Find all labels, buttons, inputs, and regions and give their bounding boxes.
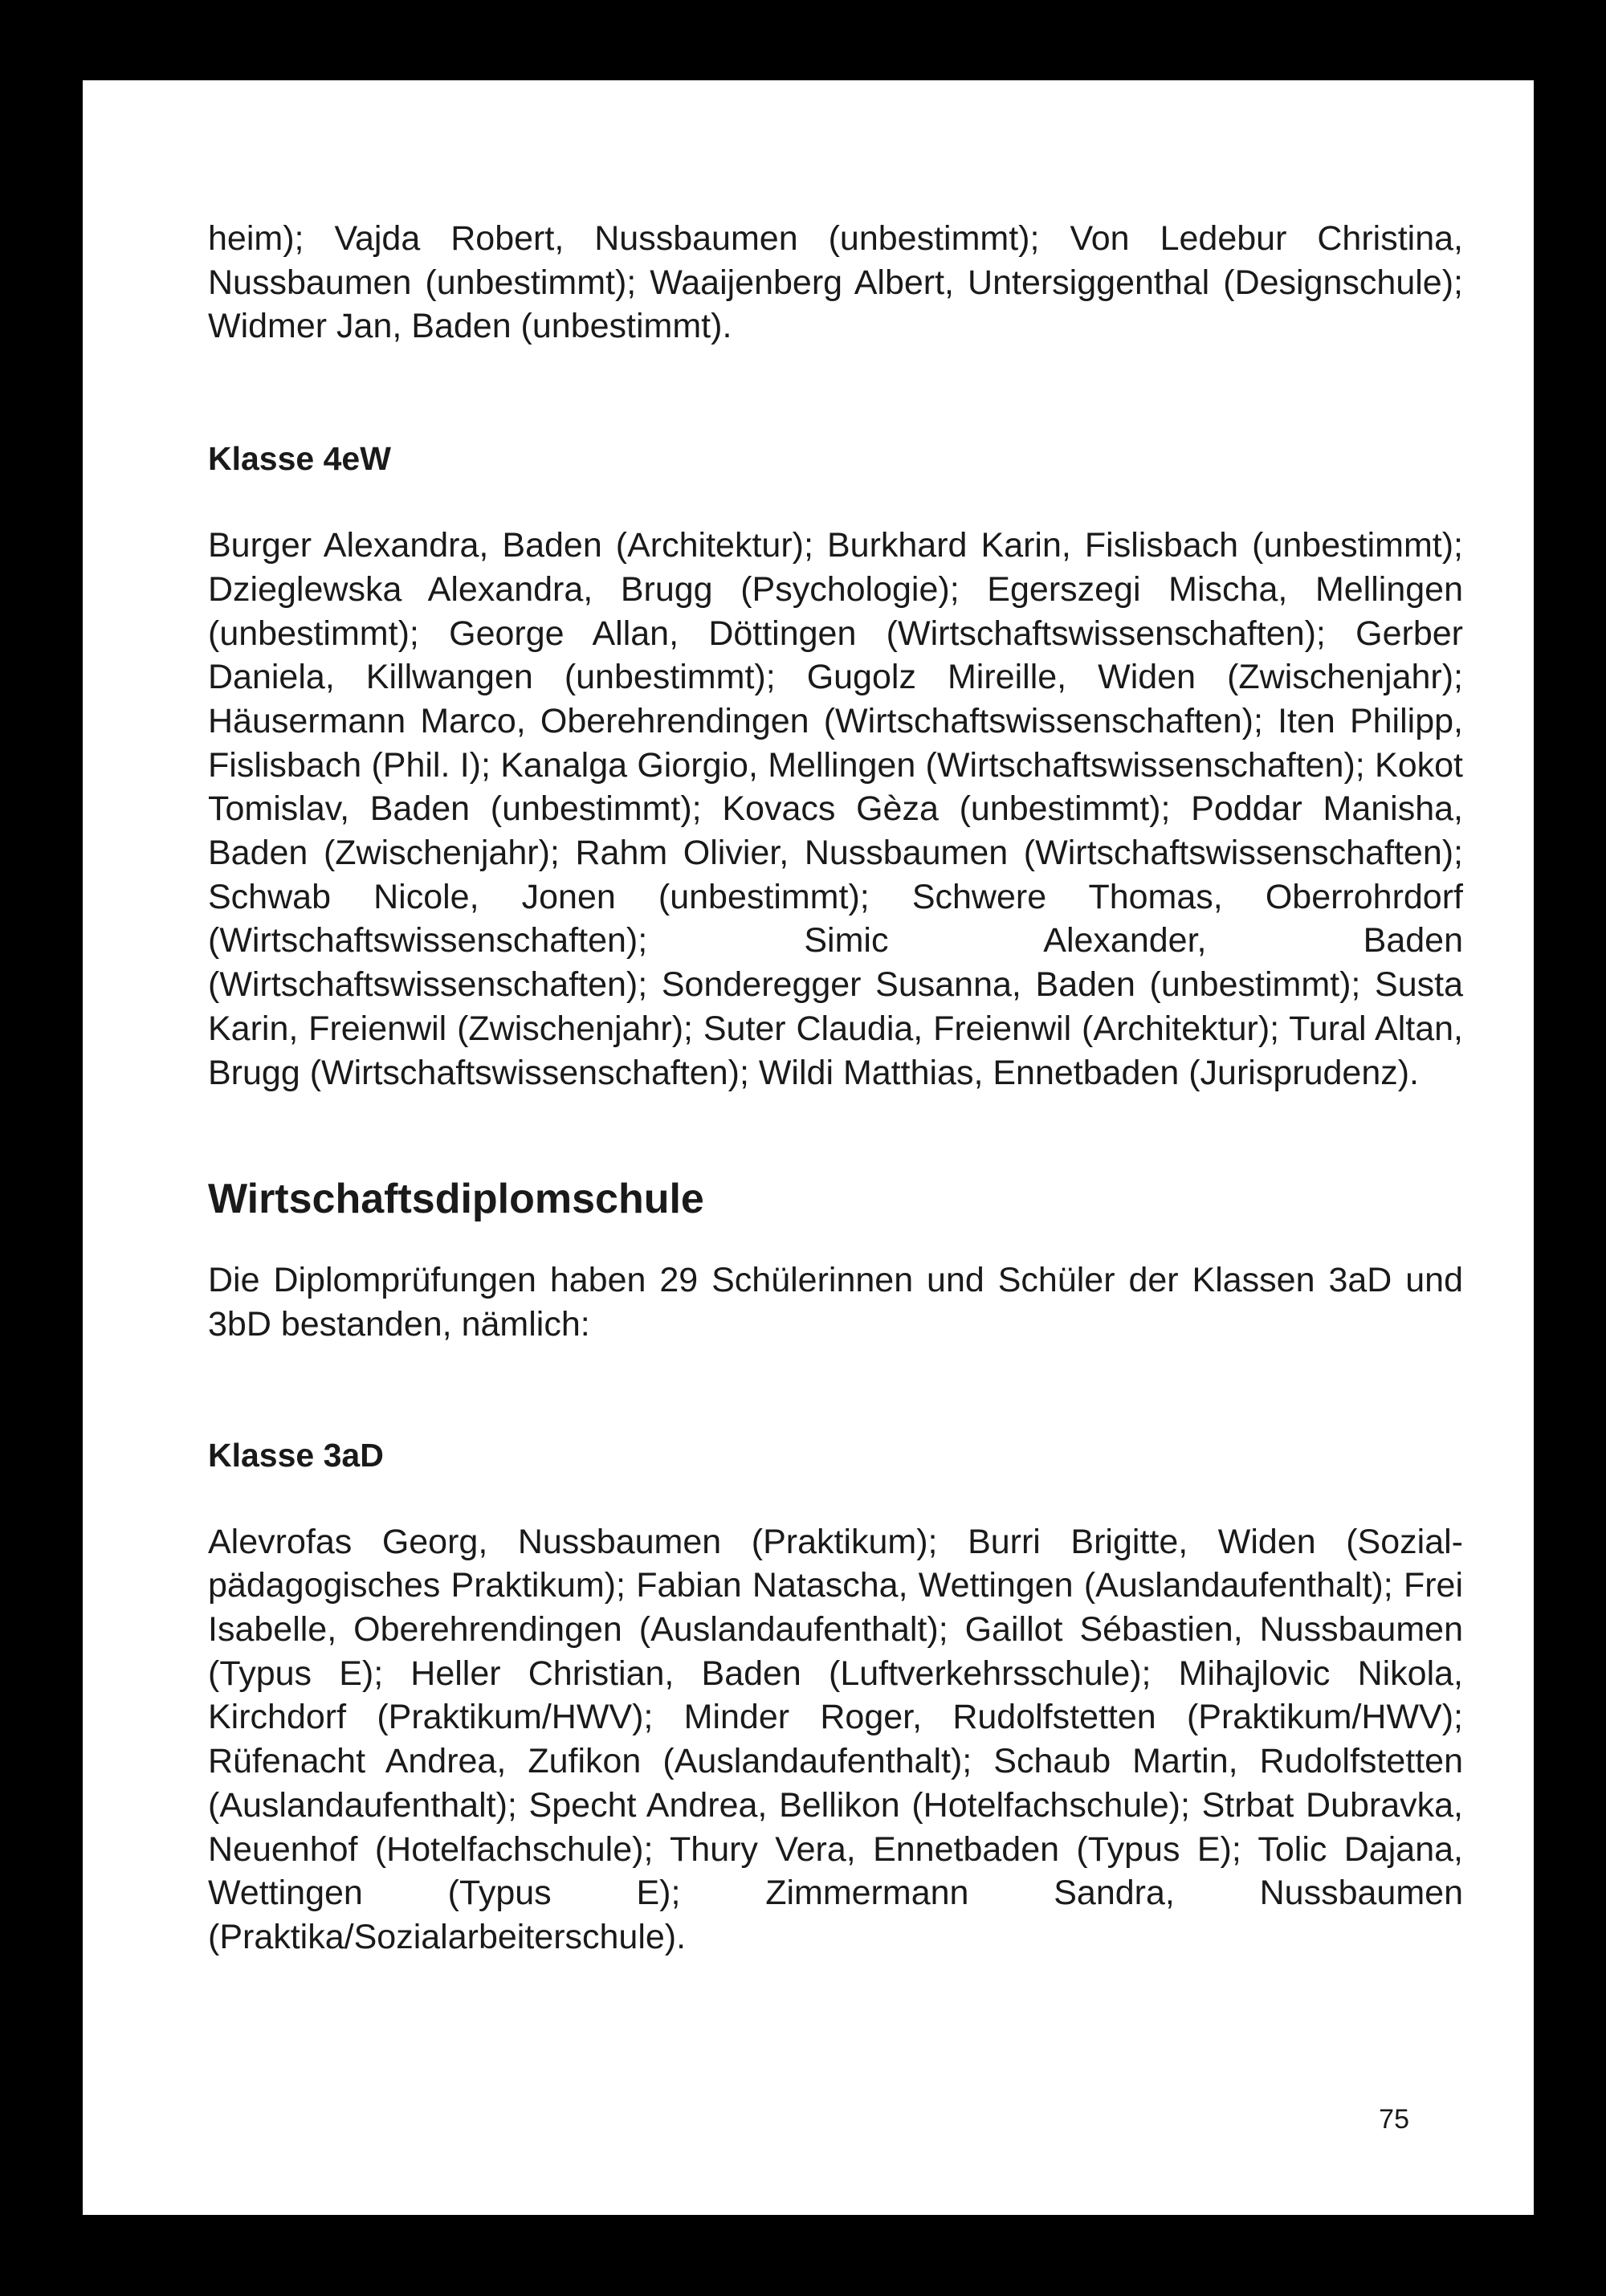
document-page [83,80,1534,2215]
section-title: Wirtschaftsdiplomschule [208,1176,704,1223]
intro-continuation-paragraph: heim); Vajda Robert, Nussbaumen (unbestimmt); Von Ledebur Christina, Nussbaumen (unbestimmt); Waaijenberg Albert, Untersiggenthal (Designschule); Widmer Jan, Baden (unbestimmt). [208,219,1463,346]
klasse-4ew-list: Burger Alexandra, Baden (Architektur); Burkhard Karin, Fislisbach (unbestimmt); Dzieglewska Alexandra, Brugg (Psychologie); Egerszegi Mischa, Mellingen (unbestimmt); George Allan, Döttingen (Wirtschaftswissenschaften); Gerber Daniela, Killwangen (unbestimmt); Gugolz Mireille, Widen (Zwischenjahr); Häusermann Marco, Oberehrendingen (Wirtschaftswissenschaften); Iten Philipp, Fislisbach (Phil. I); Kanalga Giorgio, Mellingen (Wirtschaftswissenschaften); Kokot Tomislav, Baden (unbestimmt); Kovacs Gèza (unbestimmt); Poddar Manisha, Baden (Zwischenjahr); Rahm Olivier, Nussbaumen (Wirtschaftswissenschaften); Schwab Nicole, Jonen (unbestimmt); Schwere Thomas, Oberrohrdorf (Wirtschaftswissenschaften); Simic Alexander, Baden (Wirtschaftswissenschaften); Sonderegger Susanna, Baden (unbestimmt); Susta Karin, Freienwil (Zwischenjahr); Suter Claudia, Freienwil (Architektur); Tural Altan, Brugg (Wirtschaftswissenschaften); Wildi Matthias, Ennetbaden (Jurisprudenz). [208,526,1463,1092]
page-content [208,217,1463,1960]
klasse-3ad-heading: Klasse 3aD [208,1436,384,1474]
section-intro-paragraph: Die Diplomprüfungen haben 29 Schülerinnen und Schüler der Klassen 3aD und 3bD bestanden, nämlich: [208,1261,1463,1344]
klasse-4ew-heading: Klasse 4eW [208,440,391,478]
klasse-3ad-list: Alevrofas Georg, Nussbaumen (Praktikum); Burri Brigitte, Widen (Sozialpädagogisches Praktikum); Fabian Natascha, Wettingen (Auslandaufenthalt); Frei Isabelle, Oberehrendingen (Auslandaufenthalt); Gaillot Sébastien, Nussbaumen (Typus E); Heller Christian, Baden (Luftverkehrsschule); Mihajlovic Nikola, Kirchdorf (Praktikum/HWV); Minder Roger, Rudolfstetten (Praktikum/HWV); Rüfenacht Andrea, Zufikon (Auslandaufenthalt); Schaub Martin, Rudolfstetten (Auslandaufenthalt); Specht Andrea, Bellikon (Hotelfachschule); Strbat Dubravka, Neuenhof (Hotelfachschule); Thury Vera, Ennetbaden (Typus E); Tolic Dajana, Wettingen (Typus E); Zimmermann Sandra, Nussbaumen (Praktika/Sozialarbeiterschule). [208,1522,1463,1956]
page-number: 75 [1379,2104,1409,2135]
